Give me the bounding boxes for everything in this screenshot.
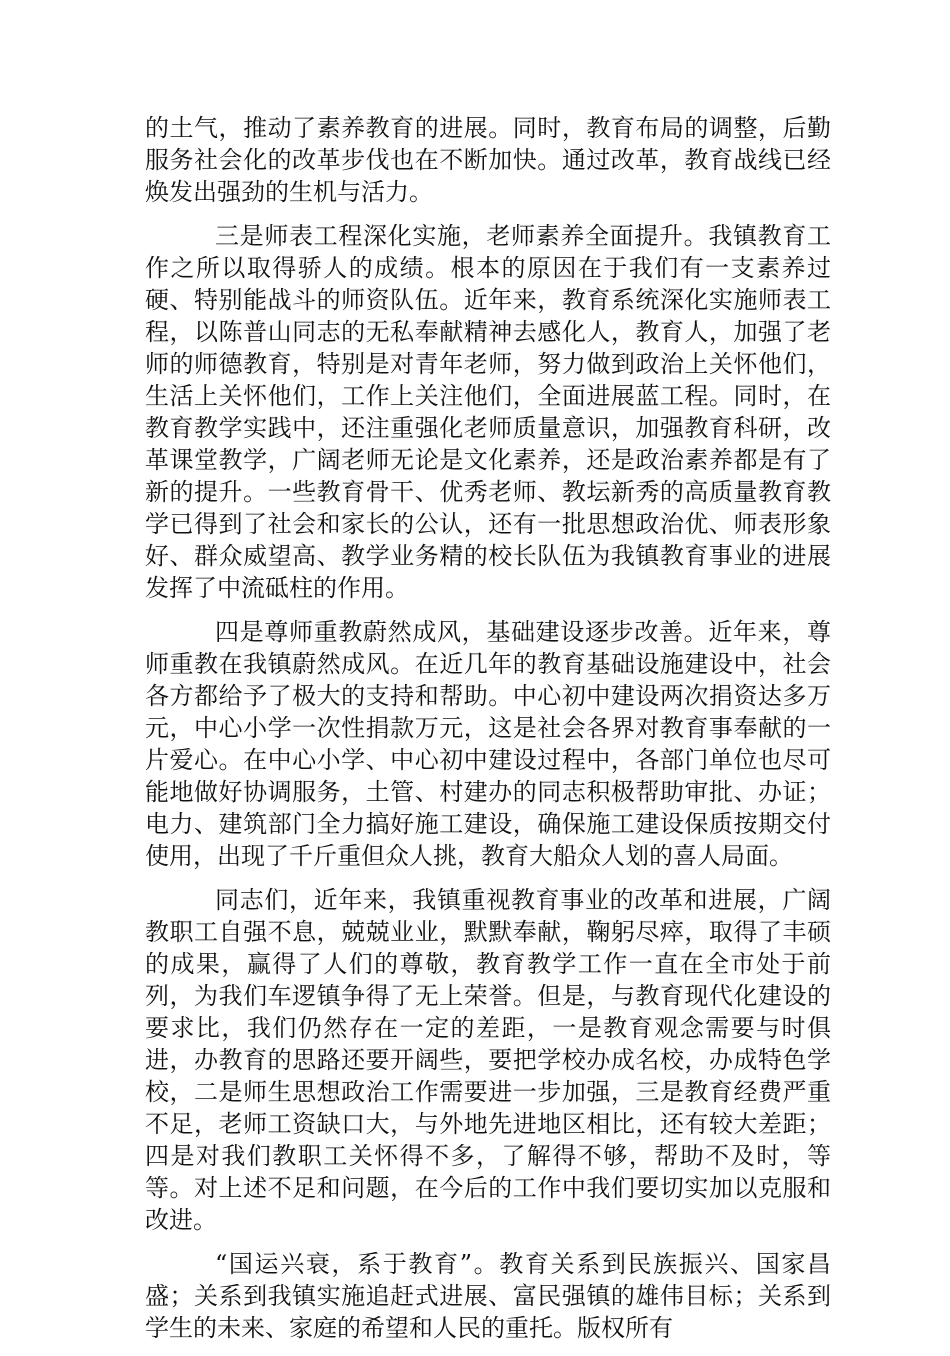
paragraph-teacher-quality: 三是师表工程深化实施，老师素养全面提升。我镇教育工作之所以取得骄人的成绩。根本的原因在于我们有一支素养过硬、特别能战斗的师资队伍。近年来，教育系统深化实施师表工程，以陈普山同志的无私奉献精神去感化人，教育人，加强了老师的师德教育，特别是对青年老师，努力做到政治上关怀他们，生活上关怀他们，工作上关注他们，全面进展蓝工程。同时，在教育教学实践中，还注重强化老师质量意识，加强教育科研，改革课堂教学，广阔老师无论是文化素养，还是政治素养都是有了新的提升。一些教育骨干、优秀老师、教坛新秀的高质量教育教学已得到了社会和家长的公认，还有一批思想政治优、师表形象好、群众威望高、教学业务精的校长队伍为我镇教育事业的进展发挥了中流砥柱的作用。 [145, 222, 831, 602]
paragraph-national-fortune: “国运兴衰，系于教育”。教育关系到民族振兴、国家昌盛；关系到我镇实施追赶式进展、富民强镇的雄伟目标；关系到学生的未来、家庭的希望和人民的重托。版权所有 [145, 1250, 831, 1342]
document-body [145, 112, 831, 1356]
paragraph-respect-teachers: 四是尊师重教蔚然成风，基础建设逐步改善。近年来，尊师重教在我镇蔚然成风。在近几年的教育基础设施建设中，社会各方都给予了极大的支持和帮助。中心初中建设两次捐资达多万元，中心小学一次性捐款万元，这是社会各界对教育事奉献的一片爱心。在中心小学、中心初中建设过程中，各部门单位也尽可能地做好协调服务，土管、村建办的同志积极帮助审批、办证；电力、建筑部门全力搞好施工建设，确保施工建设保质按期交付使用，出现了千斤重但众人挑，教育大船众人划的喜人局面。 [145, 618, 831, 870]
paragraph-comrades: 同志们，近年来，我镇重视教育事业的改革和进展，广阔教职工自强不息，兢兢业业，默默奉献，鞠躬尽瘁，取得了丰硕的成果，赢得了人们的尊敬，教育教学工作一直在全市处于前列，为我们车逻镇争得了无上荣誉。但是，与教育现代化建设的要求比，我们仍然存在一定的差距，一是教育观念需要与时俱进，办教育的思路还要开阔些，要把学校办成名校，办成特色学校，二是师生思想政治工作需要进一步加强，三是教育经费严重不足，老师工资缺口大，与外地先进地区相比，还有较大差距；四是对我们教职工关怀得不多，了解得不够，帮助不及时，等等。对上述不足和问题，在今后的工作中我们要切实加以克服和改进。 [145, 886, 831, 1234]
paragraph-continuation: 的土气，推动了素养教育的进展。同时，教育布局的调整，后勤服务社会化的改革步伐也在不断加快。通过改革，教育战线已经焕发出强劲的生机与活力。 [145, 114, 831, 206]
